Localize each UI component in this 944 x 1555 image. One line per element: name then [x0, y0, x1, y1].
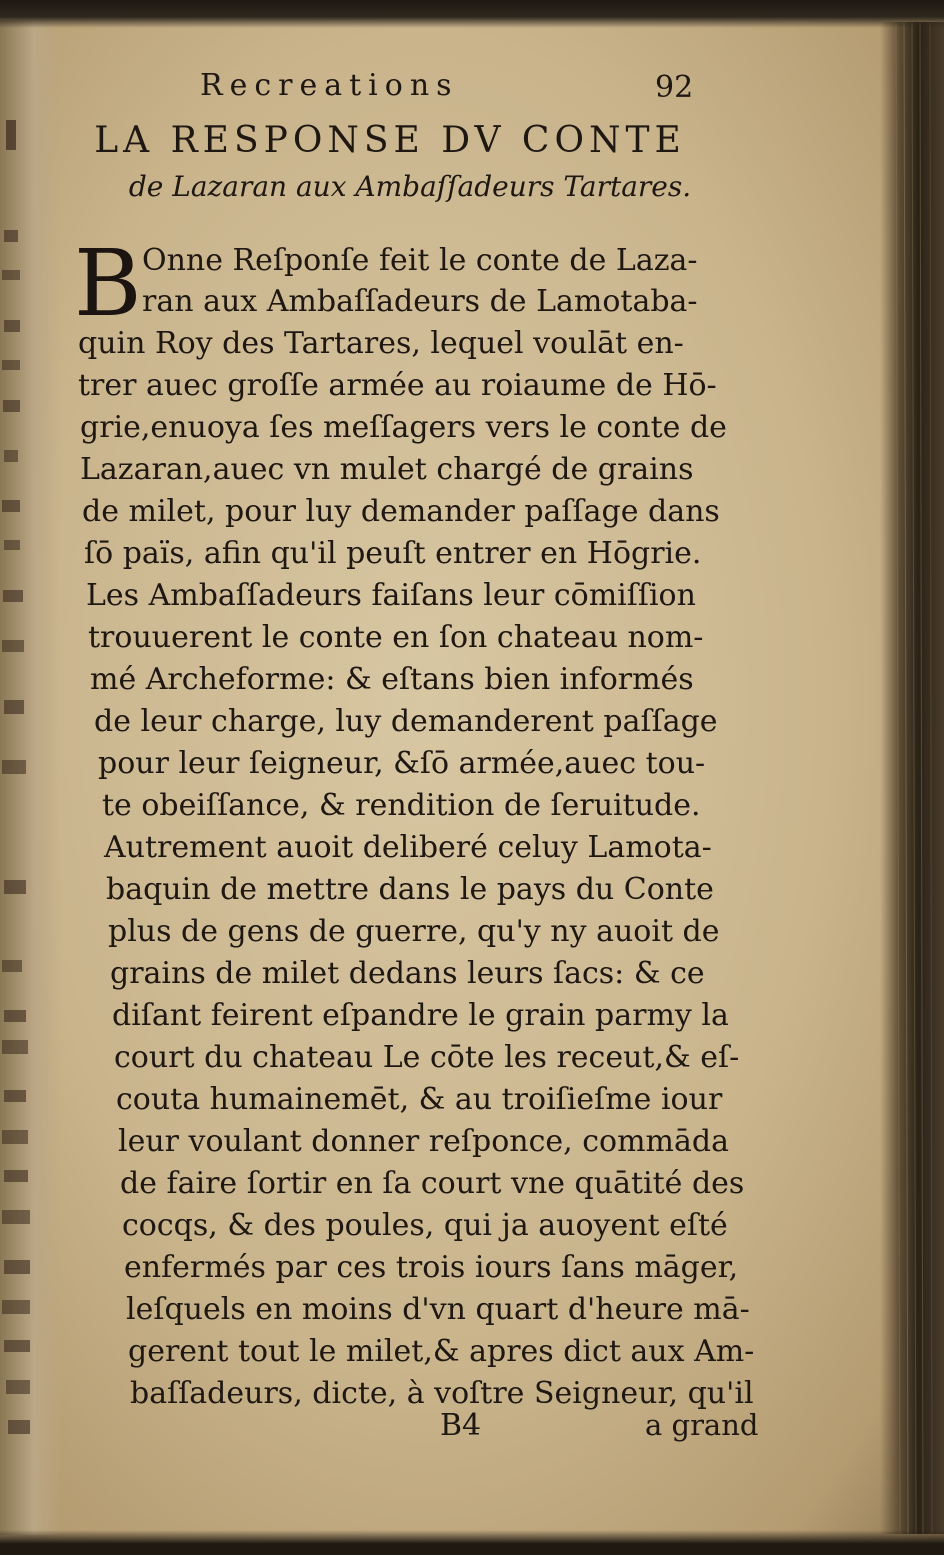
chapter-subtitle: de Lazaran aux Ambaſſadeurs Tartares.: [128, 170, 692, 203]
body-line: de leur charge, luy demanderent paſſage: [94, 704, 718, 739]
body-line: quin Roy des Tartares, lequel voulāt en-: [78, 326, 684, 361]
body-line: plus de gens de guerre, qu'y ny auoit de: [108, 914, 720, 949]
body-line: grie,enuoya ſes meſſagers vers le conte de: [80, 410, 727, 445]
signature-mark: B4: [440, 1408, 482, 1443]
page-stack-lines: [890, 22, 944, 1534]
body-line: Les Ambaſſadeurs faiſans leur cōmiſſion: [86, 578, 696, 613]
body-line: te obeiſſance, & rendition de ſeruitude.: [102, 788, 701, 823]
body-line: trouuerent le conte en ſon chateau nom-: [88, 620, 704, 655]
body-line: trer auec groſſe armée au roiaume de Hō-: [78, 368, 717, 403]
body-line: Autrement auoit deliberé celuy Lamota-: [104, 830, 712, 865]
body-line: ſō païs, afin qu'il peuſt entrer en Hōgrie.: [84, 536, 702, 571]
body-line: leur voulant donner reſponce, commāda: [118, 1124, 729, 1159]
chapter-title: LA RESPONSE DV CONTE: [94, 120, 686, 161]
body-line: cocqs, & des poules, qui ja auoyent eſté: [122, 1208, 728, 1243]
body-line: diſant feirent eſpandre le grain parmy la: [112, 998, 729, 1033]
body-line: Onne Reſponſe feit le conte de Laza-: [142, 243, 698, 278]
body-line: baquin de mettre dans le pays du Conte: [106, 872, 714, 907]
body-line: court du chateau Le cōte les receut,& eſ-: [114, 1040, 740, 1075]
body-line: baſſadeurs, dicte, à voſtre Seigneur, qu'il: [130, 1376, 754, 1411]
body-line: pour leur ſeigneur, &ſō armée,auec tou-: [98, 746, 706, 781]
body-line: de milet, pour luy demander paſſage dans: [82, 494, 720, 529]
text-block: [60, 58, 760, 1458]
body-line: enfermés par ces trois iours ſans māger,: [124, 1250, 739, 1285]
body-line: leſquels en moins d'vn quart d'heure mā-: [126, 1292, 750, 1327]
drop-cap: B: [74, 230, 142, 337]
body-line: Lazaran,auec vn mulet chargé de grains: [80, 452, 694, 487]
facing-page-bleed: [0, 0, 60, 1555]
running-head: Recreations: [200, 68, 459, 103]
body-line: couta humainemēt, & au troiſieſme iour: [116, 1082, 723, 1117]
page-number: 92: [655, 70, 694, 105]
body-line: gerent tout le milet,& apres dict aux Am-: [128, 1334, 755, 1369]
body-line: ran aux Ambaſſadeurs de Lamotaba-: [142, 284, 698, 319]
body-line: grains de milet dedans leurs ſacs: & ce: [110, 956, 705, 991]
bottom-shadow: [0, 1530, 944, 1555]
catchword: a grand: [645, 1408, 759, 1442]
top-shadow: [0, 0, 944, 28]
body-line: mé Archeforme: & eſtans bien informés: [90, 662, 694, 697]
body-line: de faire ſortir en ſa court vne quātité des: [120, 1166, 745, 1201]
